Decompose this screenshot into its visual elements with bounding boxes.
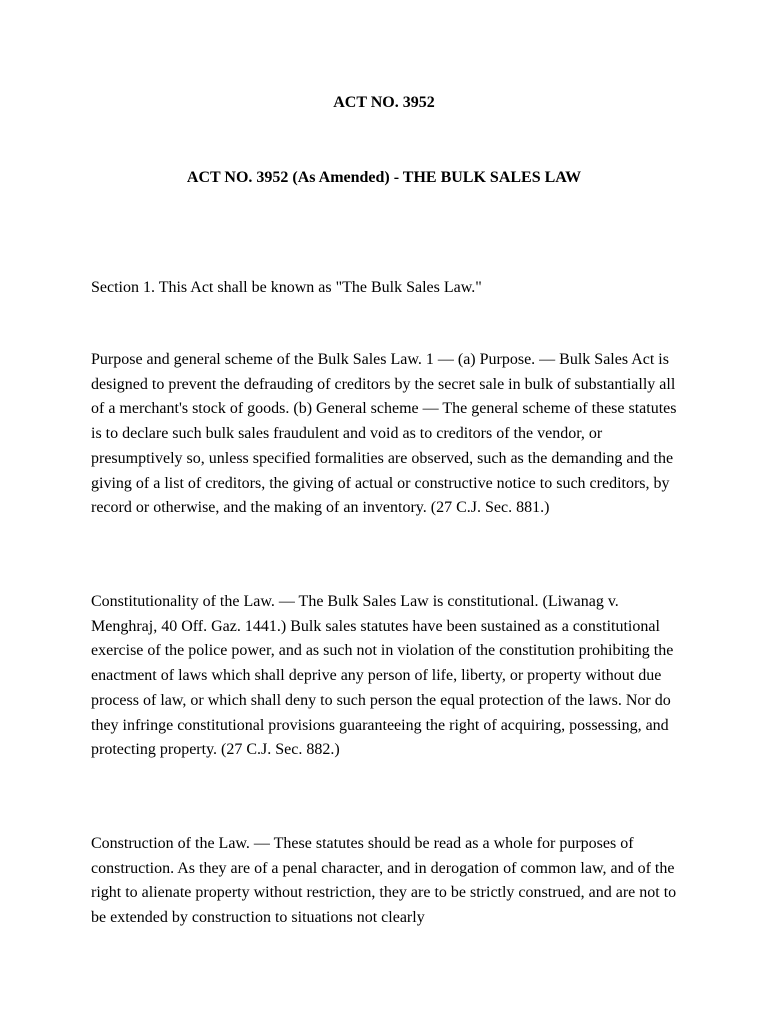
section-1-paragraph: Section 1. This Act shall be known as "The Bulk Sales Law."	[91, 279, 482, 296]
construction-paragraph: Construction of the Law. — These statutes should be read as a whole for purposes of construction. As they are of a penal character, and in derogation of common law, and of the right to alienate property without restriction, they are to be strictly construed, and are not to be extended by construction to situations not clearly	[91, 835, 677, 927]
document-subtitle: ACT NO. 3952 (As Amended) - THE BULK SALES LAW	[186, 169, 582, 186]
constitutionality-paragraph: Constitutionality of the Law. — The Bulk Sales Law is constitutional. (Liwanag v. Menghraj, 40 Off. Gaz. 1441.) Bulk sales statutes have been sustained as a constitutional exercise of the police power, and as such not in violation of the constitution prohibiting the enactment of laws which shall deprive any person of life, liberty, or property without due process of law, or which shall deny to such person the equal protection of the laws. Nor do they infringe constitutional provisions guaranteeing the right of acquiring, possessing, and protecting property. (27 C.J. Sec. 882.)	[91, 593, 674, 759]
purpose-paragraph: Purpose and general scheme of the Bulk Sales Law. 1 — (a) Purpose. — Bulk Sales Act is designed to prevent the defrauding of creditors by the secret sale in bulk of substantially all of a merchant's stock of goods. (b) General scheme — The general scheme of these statutes is to declare such bulk sales fraudulent and void as to creditors of the vendor, or presumptively so, unless specified formalities are observed, such as the demanding and the giving of a list of creditors, the giving of actual or constructive notice to such creditors, by record or otherwise, and the making of an inventory. (27 C.J. Sec. 881.)	[91, 351, 677, 517]
document-title: ACT NO. 3952	[333, 94, 435, 111]
